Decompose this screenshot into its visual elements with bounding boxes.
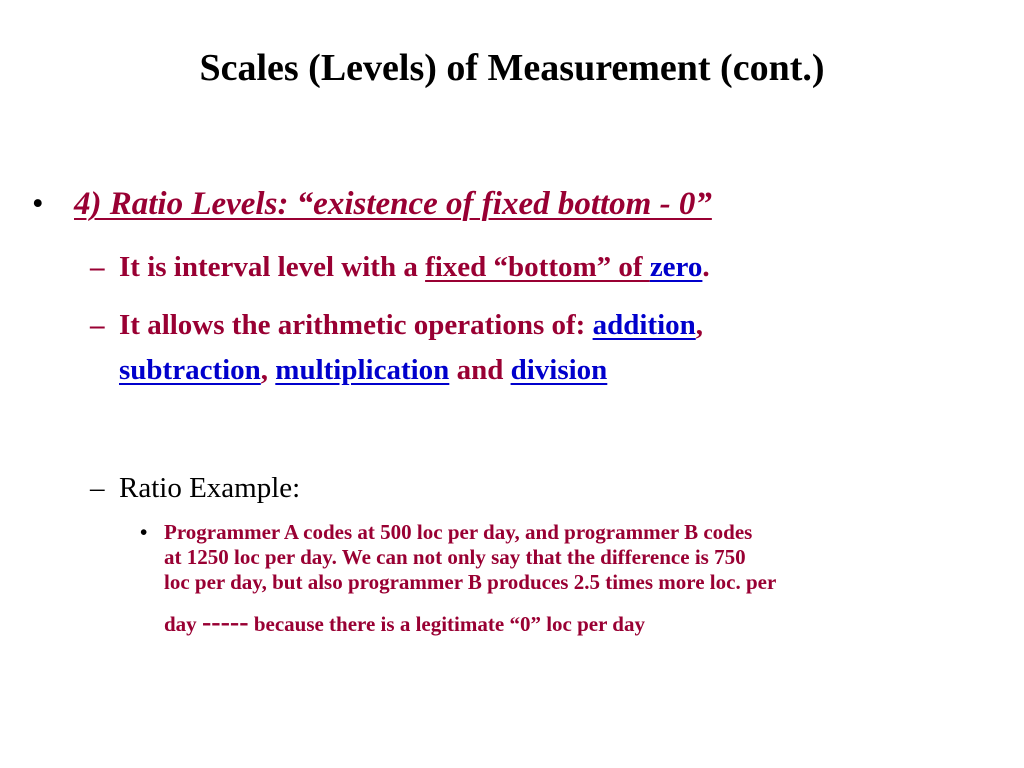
bullet-ratio-levels [32, 186, 712, 222]
arithmetic-text: It allows the arithmetic operations of: [119, 309, 593, 341]
sub-bullet-ratio-example [90, 466, 300, 511]
comma-text: , [260, 354, 276, 386]
comma-text: , [695, 309, 704, 341]
slide-title: Scales (Levels) of Measurement (cont.) [199, 47, 825, 89]
ratio-example-label: Ratio Example: [119, 472, 301, 504]
bullet-glyph: • [32, 186, 44, 222]
subtraction-link[interactable]: subtraction [119, 354, 261, 386]
zero-link[interactable]: zero [649, 251, 703, 283]
dash-glyph: – [90, 309, 105, 341]
and-text: and [449, 354, 511, 386]
example-line-4 [164, 606, 1010, 640]
example-line-2: at 1250 loc per day. We can not only say that the difference is 750 [164, 545, 746, 570]
dash-glyph: – [90, 472, 105, 504]
interval-level-text: It is interval level with a [119, 251, 426, 283]
example-line-4-end: because there is a legitimate “0” loc per day [248, 611, 645, 636]
period-text: . [702, 251, 710, 283]
arithmetic-continuation [90, 348, 703, 393]
example-line-3: loc per day, but also programmer B produces 2.5 times more loc. per [164, 570, 777, 595]
bullet-glyph: • [140, 520, 148, 544]
sub-bullet-interval-level [90, 245, 710, 290]
division-link[interactable]: division [510, 354, 608, 386]
example-paragraph [140, 520, 1010, 639]
example-dashes: ----- [201, 606, 249, 638]
sub-bullet-arithmetic [90, 303, 703, 393]
example-line-1: Programmer A codes at 500 loc per day, and programmer B codes [164, 520, 753, 544]
addition-link[interactable]: addition [592, 309, 696, 341]
multiplication-link[interactable]: multiplication [275, 354, 450, 386]
ratio-levels-heading: 4) Ratio Levels: “existence of fixed bottom - 0” [74, 186, 712, 222]
dash-glyph: – [90, 251, 105, 283]
example-text [140, 520, 1010, 639]
example-line-4-start: day [164, 611, 202, 636]
fixed-bottom-text: fixed “bottom” of [425, 251, 650, 283]
